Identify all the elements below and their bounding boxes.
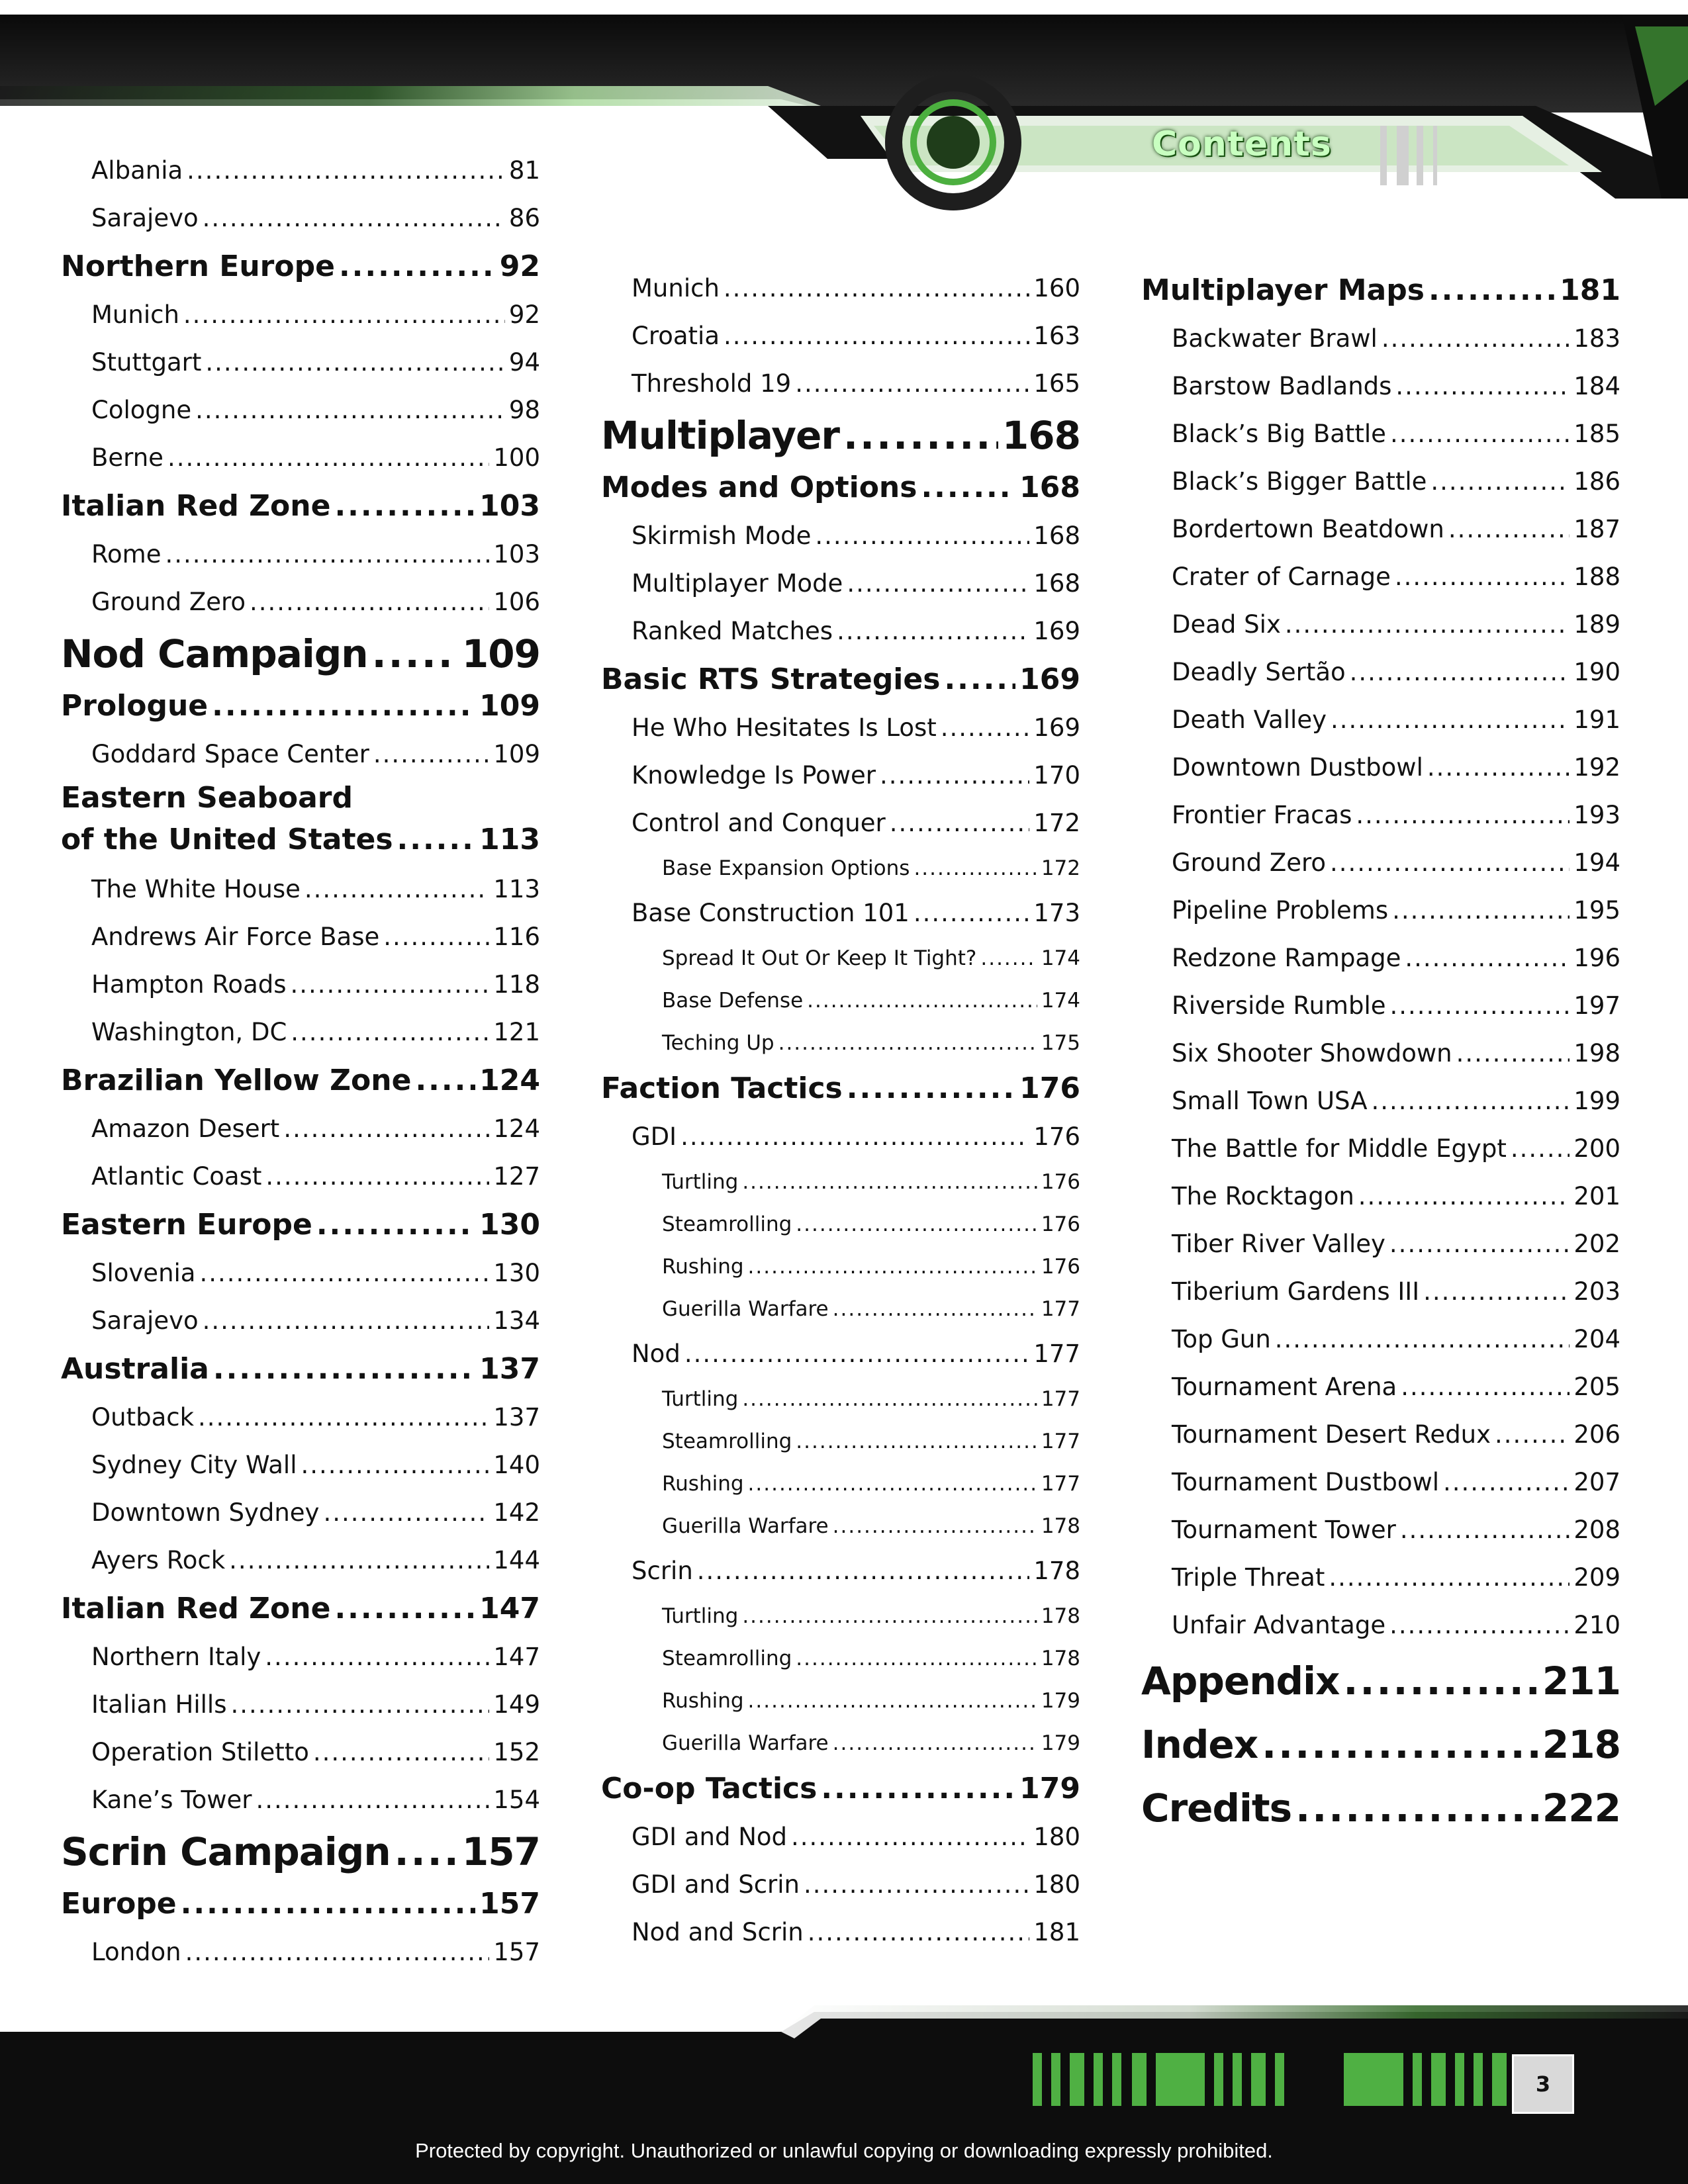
- toc-subentry[interactable]: Rushing ..... 179: [601, 1680, 1080, 1722]
- copyright-notice: Protected by copyright. Unauthorized or unlawful copying or downloading expressly prohibited.: [415, 2139, 1273, 2162]
- toc-section[interactable]: Australia ..... 137: [61, 1345, 540, 1394]
- toc-entry[interactable]: Tournament Dustbowl ..... 207: [1141, 1459, 1620, 1506]
- toc-section[interactable]: Basic RTS Strategies ..... 169: [601, 655, 1080, 704]
- toc-subentry[interactable]: Teching Up ..... 175: [601, 1022, 1080, 1064]
- toc-entry[interactable]: Albania ..... 81: [61, 147, 540, 195]
- toc-entry[interactable]: Nod ..... 177: [601, 1330, 1080, 1378]
- toc-entry[interactable]: Triple Threat ..... 209: [1141, 1554, 1620, 1602]
- toc-subentry[interactable]: Guerilla Warfare ..... 178: [601, 1505, 1080, 1547]
- toc-entry[interactable]: Ground Zero ..... 106: [61, 578, 540, 626]
- toc-section[interactable]: Eastern Europe ..... 130: [61, 1201, 540, 1250]
- toc-entry[interactable]: Black’s Bigger Battle ..... 186: [1141, 458, 1620, 506]
- toc-entry[interactable]: Control and Conquer ..... 172: [601, 799, 1080, 847]
- toc-section[interactable]: Italian Red Zone ..... 147: [61, 1584, 540, 1633]
- toc-entry[interactable]: Knowledge Is Power ..... 170: [601, 752, 1080, 799]
- toc-entry[interactable]: Tournament Tower ..... 208: [1141, 1506, 1620, 1554]
- contents-title: Contents: [1152, 124, 1332, 164]
- toc-section[interactable]: Prologue ..... 109: [61, 682, 540, 731]
- toc-chapter[interactable]: Nod Campaign ..... 109: [61, 626, 540, 682]
- toc-entry[interactable]: Ranked Matches ..... 169: [601, 608, 1080, 655]
- toc-subentry[interactable]: Turtling ..... 178: [601, 1595, 1080, 1637]
- toc-chapter[interactable]: Credits ..... 222: [1141, 1776, 1620, 1840]
- toc-entry[interactable]: Six Shooter Showdown ..... 198: [1141, 1030, 1620, 1077]
- toc-entry[interactable]: Barstow Badlands ..... 184: [1141, 363, 1620, 410]
- toc-subentry[interactable]: Base Defense ..... 174: [601, 979, 1080, 1022]
- toc-column-2: [601, 265, 1080, 1956]
- toc-entry[interactable]: Croatia ..... 163: [601, 312, 1080, 360]
- toc-subentry[interactable]: Turtling ..... 176: [601, 1161, 1080, 1203]
- toc-entry[interactable]: Atlantic Coast ..... 127: [61, 1153, 540, 1201]
- toc-entry[interactable]: Multiplayer Mode ..... 168: [601, 560, 1080, 608]
- toc-chapter[interactable]: Multiplayer ..... 168: [601, 408, 1080, 463]
- toc-entry[interactable]: Italian Hills ..... 149: [61, 1681, 540, 1729]
- toc-entry[interactable]: He Who Hesitates Is Lost ..... 169: [601, 704, 1080, 752]
- toc-entry[interactable]: Deadly Sertão ..... 190: [1141, 649, 1620, 696]
- toc-entry[interactable]: Munich ..... 160: [601, 265, 1080, 312]
- toc-entry[interactable]: Redzone Rampage ..... 196: [1141, 934, 1620, 982]
- toc-entry[interactable]: Base Construction 101 ..... 173: [601, 889, 1080, 937]
- toc-entry[interactable]: Hampton Roads ..... 118: [61, 961, 540, 1009]
- toc-entry[interactable]: GDI and Nod ..... 180: [601, 1813, 1080, 1861]
- toc-section[interactable]: Italian Red Zone ..... 103: [61, 482, 540, 531]
- toc-section[interactable]: Co-op Tactics ..... 179: [601, 1764, 1080, 1813]
- toc-section[interactable]: Multiplayer Maps ..... 181: [1141, 266, 1620, 315]
- toc-entry[interactable]: Outback ..... 137: [61, 1394, 540, 1441]
- toc-entry[interactable]: Backwater Brawl ..... 183: [1141, 315, 1620, 363]
- toc-entry[interactable]: Death Valley ..... 191: [1141, 696, 1620, 744]
- toc-entry[interactable]: Andrews Air Force Base ..... 116: [61, 913, 540, 961]
- toc-subentry[interactable]: Steamrolling ..... 177: [601, 1420, 1080, 1463]
- toc-entry[interactable]: Top Gun ..... 204: [1141, 1316, 1620, 1363]
- toc-entry[interactable]: Ayers Rock ..... 144: [61, 1537, 540, 1584]
- toc-entry[interactable]: Tournament Arena ..... 205: [1141, 1363, 1620, 1411]
- toc-entry[interactable]: GDI and Scrin ..... 180: [601, 1861, 1080, 1909]
- toc-subentry[interactable]: Guerilla Warfare ..... 179: [601, 1722, 1080, 1764]
- toc-entry[interactable]: Tournament Desert Redux ..... 206: [1141, 1411, 1620, 1459]
- toc-entry[interactable]: Stuttgart ..... 94: [61, 339, 540, 387]
- toc-entry[interactable]: London ..... 157: [61, 1929, 540, 1976]
- toc-entry[interactable]: Frontier Fracas ..... 193: [1141, 792, 1620, 839]
- toc-section[interactable]: Modes and Options ..... 168: [601, 463, 1080, 512]
- toc-chapter[interactable]: Index ..... 218: [1141, 1713, 1620, 1776]
- toc-entry[interactable]: Ground Zero ..... 194: [1141, 839, 1620, 887]
- toc-entry[interactable]: Kane’s Tower ..... 154: [61, 1776, 540, 1824]
- toc-entry[interactable]: Slovenia ..... 130: [61, 1250, 540, 1297]
- toc-entry[interactable]: Sarajevo ..... 134: [61, 1297, 540, 1345]
- toc-entry[interactable]: Tiber River Valley ..... 202: [1141, 1220, 1620, 1268]
- toc-entry[interactable]: Bordertown Beatdown ..... 187: [1141, 506, 1620, 553]
- toc-section[interactable]: Europe ..... 157: [61, 1880, 540, 1929]
- toc-subentry[interactable]: Steamrolling ..... 178: [601, 1637, 1080, 1680]
- toc-entry[interactable]: Black’s Big Battle ..... 185: [1141, 410, 1620, 458]
- toc-entry[interactable]: Threshold 19 ..... 165: [601, 360, 1080, 408]
- toc-entry[interactable]: Crater of Carnage ..... 188: [1141, 553, 1620, 601]
- toc-entry[interactable]: Unfair Advantage ..... 210: [1141, 1602, 1620, 1649]
- toc-entry[interactable]: Sydney City Wall ..... 140: [61, 1441, 540, 1489]
- toc-entry[interactable]: Rome ..... 103: [61, 531, 540, 578]
- toc-entry[interactable]: Downtown Sydney ..... 142: [61, 1489, 540, 1537]
- toc-entry[interactable]: Northern Italy ..... 147: [61, 1633, 540, 1681]
- toc-subentry[interactable]: Base Expansion Options ..... 172: [601, 847, 1080, 889]
- toc-section[interactable]: Eastern Seaboard of the United States ..... 113: [61, 778, 540, 866]
- toc-entry[interactable]: Amazon Desert ..... 124: [61, 1105, 540, 1153]
- toc-entry[interactable]: Washington, DC ..... 121: [61, 1009, 540, 1056]
- toc-entry[interactable]: Skirmish Mode ..... 168: [601, 512, 1080, 560]
- toc-entry[interactable]: The Rocktagon ..... 201: [1141, 1173, 1620, 1220]
- toc-column-1: [61, 147, 540, 1976]
- toc-entry[interactable]: Nod and Scrin ..... 181: [601, 1909, 1080, 1956]
- toc-entry[interactable]: Cologne ..... 98: [61, 387, 540, 434]
- toc-entry[interactable]: Pipeline Problems ..... 195: [1141, 887, 1620, 934]
- toc-entry[interactable]: Riverside Rumble ..... 197: [1141, 982, 1620, 1030]
- toc-entry[interactable]: Downtown Dustbowl ..... 192: [1141, 744, 1620, 792]
- toc-column-3: [1141, 266, 1620, 1840]
- toc-section[interactable]: Northern Europe ..... 92: [61, 242, 540, 291]
- toc-entry[interactable]: Operation Stiletto ..... 152: [61, 1729, 540, 1776]
- toc-entry[interactable]: Sarajevo ..... 86: [61, 195, 540, 242]
- toc-entry[interactable]: Munich ..... 92: [61, 291, 540, 339]
- toc-chapter[interactable]: Scrin Campaign ..... 157: [61, 1824, 540, 1880]
- toc-entry[interactable]: Small Town USA ..... 199: [1141, 1077, 1620, 1125]
- toc-entry[interactable]: Berne ..... 100: [61, 434, 540, 482]
- toc-entry[interactable]: GDI ..... 176: [601, 1113, 1080, 1161]
- toc-entry[interactable]: The White House ..... 113: [61, 866, 540, 913]
- toc-entry[interactable]: Goddard Space Center ..... 109: [61, 731, 540, 778]
- toc-section[interactable]: Brazilian Yellow Zone ..... 124: [61, 1056, 540, 1105]
- toc-entry[interactable]: Dead Six ..... 189: [1141, 601, 1620, 649]
- toc-subentry[interactable]: Guerilla Warfare ..... 177: [601, 1288, 1080, 1330]
- toc-subentry[interactable]: Rushing ..... 177: [601, 1463, 1080, 1505]
- toc-chapter[interactable]: Appendix ..... 211: [1141, 1649, 1620, 1713]
- toc-subentry[interactable]: Turtling ..... 177: [601, 1378, 1080, 1420]
- toc-entry[interactable]: Tiberium Gardens III ..... 203: [1141, 1268, 1620, 1316]
- toc-subentry[interactable]: Spread It Out Or Keep It Tight? ..... 174: [601, 937, 1080, 979]
- toc-section[interactable]: Faction Tactics ..... 176: [601, 1064, 1080, 1113]
- toc-entry[interactable]: The Battle for Middle Egypt ..... 200: [1141, 1125, 1620, 1173]
- toc-entry[interactable]: Scrin ..... 178: [601, 1547, 1080, 1595]
- toc-subentry[interactable]: Steamrolling ..... 176: [601, 1203, 1080, 1246]
- toc-subentry[interactable]: Rushing ..... 176: [601, 1246, 1080, 1288]
- page-number: 3: [1512, 2054, 1574, 2114]
